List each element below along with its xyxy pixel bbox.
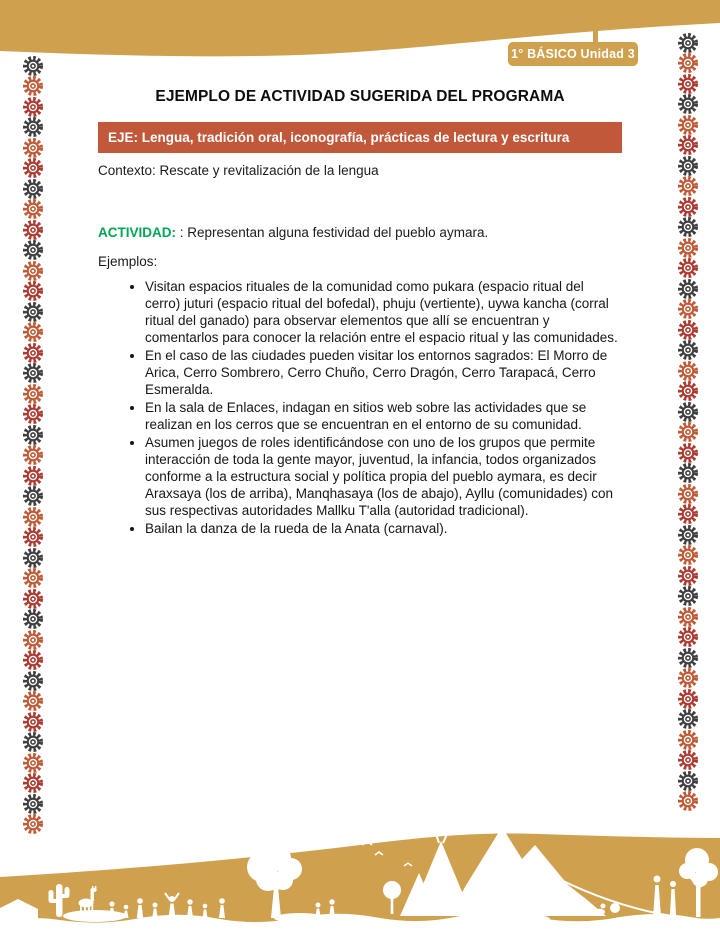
rosette-icon <box>677 503 699 525</box>
rosette-icon <box>677 626 699 648</box>
rosette-icon <box>677 73 699 95</box>
rosette-icon <box>677 339 699 361</box>
actividad-text: : Representan alguna festividad del pueblo aymara. <box>176 225 489 240</box>
rosette-icon <box>22 55 44 77</box>
rosette-icon <box>22 629 44 651</box>
rosette-icon <box>677 257 699 279</box>
ejemplos-list <box>98 278 622 537</box>
rosette-icon <box>22 362 44 384</box>
rosette-icon <box>677 688 699 710</box>
rosette-icon <box>677 93 699 115</box>
rosette-icon <box>677 585 699 607</box>
rosette-icon <box>22 157 44 179</box>
rosette-icon <box>677 216 699 238</box>
left-border-pattern <box>22 56 44 835</box>
rosette-icon <box>22 301 44 323</box>
rosette-icon <box>22 711 44 733</box>
rosette-icon <box>677 483 699 505</box>
rosette-icon <box>22 670 44 692</box>
rosette-icon <box>677 708 699 730</box>
rosette-icon <box>22 239 44 261</box>
rosette-icon <box>677 196 699 218</box>
actividad-label: ACTIVIDAD: <box>98 225 176 240</box>
rosette-icon <box>22 485 44 507</box>
rosette-icon <box>22 690 44 712</box>
rosette-icon <box>677 175 699 197</box>
rosette-icon <box>677 442 699 464</box>
list-item: • En la sala de Enlaces, indagan en sitios web sobre las actividades que se realizan en los cerros que se encuentran en el entorno de su comunidad. <box>145 399 622 433</box>
list-item: • En el caso de las ciudades pueden visitar los entornos sagrados: El Morro de Arica, Cerro Sombrero, Cerro Chuño, Cerro Dragón, Cerro Tarapacá, Cerro Esmeralda. <box>145 347 622 398</box>
rosette-icon <box>677 565 699 587</box>
rosette-icon <box>22 219 44 241</box>
rosette-icon <box>677 544 699 566</box>
rosette-icon <box>22 465 44 487</box>
rosette-icon <box>677 237 699 259</box>
rosette-icon <box>22 96 44 118</box>
rosette-icon <box>22 752 44 774</box>
rosette-icon <box>22 547 44 569</box>
rosette-icon <box>677 380 699 402</box>
list-item: • Bailan la danza de la rueda de la Anata (carnaval). <box>145 520 622 537</box>
rosette-icon <box>677 729 699 751</box>
eje-banner: EJE: Lengua, tradición oral, iconografía, prácticas de lectura y escritura <box>98 122 622 153</box>
rosette-icon <box>677 667 699 689</box>
footer-landscape-art <box>0 787 720 932</box>
rosette-icon <box>22 280 44 302</box>
rosette-icon <box>22 506 44 528</box>
actividad-line <box>98 225 622 240</box>
rosette-icon <box>22 731 44 753</box>
list-item: • Visitan espacios rituales de la comunidad como pukara (espacio ritual del cerro) juturi (espacio ritual del bofedal), phuju (vertiente), uywa kancha (corral ritual del ganado) para observar elementos que allí se encuentran y comentarlos para conocer la relación entre el espacio ritual y las comunidades. <box>145 278 622 346</box>
rosette-icon <box>22 116 44 138</box>
rosette-icon <box>22 137 44 159</box>
rosette-icon <box>677 32 699 54</box>
rosette-icon <box>677 360 699 382</box>
rosette-icon <box>677 462 699 484</box>
rosette-icon <box>677 421 699 443</box>
rosette-icon <box>22 260 44 282</box>
rosette-icon <box>677 749 699 771</box>
right-border-pattern <box>677 33 699 812</box>
rosette-icon <box>22 321 44 343</box>
rosette-icon <box>677 278 699 300</box>
rosette-icon <box>22 198 44 220</box>
rosette-icon <box>22 444 44 466</box>
page-title: EJEMPLO DE ACTIVIDAD SUGERIDA DEL PROGRAMA <box>155 88 565 105</box>
rosette-icon <box>677 52 699 74</box>
unit-badge: 1° BÁSICO Unidad 3 <box>508 42 638 66</box>
rosette-icon <box>22 342 44 364</box>
rosette-icon <box>677 401 699 423</box>
ejemplos-label: Ejemplos: <box>98 254 158 269</box>
rosette-icon <box>677 606 699 628</box>
rosette-icon <box>677 524 699 546</box>
rosette-icon <box>677 134 699 156</box>
contexto-line: Contexto: Rescate y revitalización de la lengua <box>98 163 379 178</box>
rosette-icon <box>677 298 699 320</box>
rosette-icon <box>22 383 44 405</box>
rosette-icon <box>677 114 699 136</box>
rosette-icon <box>22 526 44 548</box>
rosette-icon <box>22 403 44 425</box>
rosette-icon <box>22 608 44 630</box>
rosette-icon <box>677 155 699 177</box>
list-item: • Asumen juegos de roles identificándose con uno de los grupos que permite interacción de toda la gente mayor, juventud, la infancia, todos organizados conforme a la estructura social y política propia del pueblo aymara, es decir Araxsaya (los de arriba), Manqhasaya (los de abajo), Ayllu (comunidades) con sus respectivas autoridades Mallku T'alla (autoridad tradicional). <box>145 434 622 519</box>
rosette-icon <box>22 588 44 610</box>
rosette-icon <box>22 178 44 200</box>
content-column <box>98 88 622 538</box>
rosette-icon <box>22 75 44 97</box>
rosette-icon <box>22 649 44 671</box>
rosette-icon <box>677 647 699 669</box>
rosette-icon <box>677 319 699 341</box>
rosette-icon <box>22 424 44 446</box>
rosette-icon <box>22 567 44 589</box>
